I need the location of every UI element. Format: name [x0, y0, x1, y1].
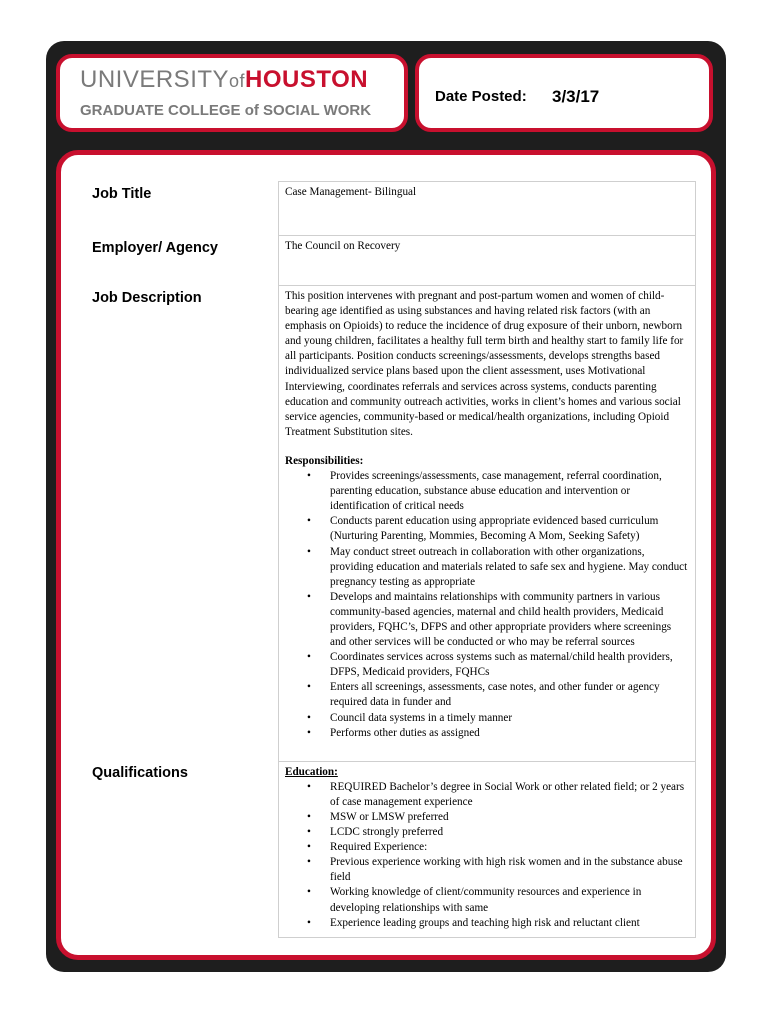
job-details-table	[86, 181, 696, 938]
list-item: • Enters all screenings, assessments, case notes, and other funder or agency required data in funder and	[330, 680, 689, 710]
list-item: • LCDC strongly preferred	[330, 825, 689, 840]
list-item: • Provides screenings/assessments, case management, referral coordination, parenting education, substance abuse education and intervention or identification of critical needs	[330, 469, 689, 514]
list-item: • Council data systems in a timely manner	[330, 711, 689, 726]
logo-college-text: GRADUATE COLLEGE of SOCIAL WORK	[80, 102, 372, 119]
list-item: • REQUIRED Bachelor’s degree in Social Work or other related field; or 2 years of case management experience	[330, 780, 689, 810]
qualifications-cell	[279, 761, 696, 937]
list-item: • May conduct street outreach in collaboration with other organizations, providing education and materials related to safe sex and hygiene. May conduct pregnancy testing as appropriate	[330, 545, 689, 590]
job-title-label: Job Title	[92, 185, 152, 202]
education-heading: Education:	[285, 765, 338, 778]
university-logo	[56, 54, 408, 132]
list-item: • Experience leading groups and teaching high risk and reluctant client	[330, 916, 689, 931]
employer-label: Employer/ Agency	[92, 239, 218, 256]
job-title-value: Case Management- Bilingual	[279, 182, 696, 236]
logo-university-text: UNIVERSITYofHOUSTON	[80, 66, 369, 93]
list-item: • Develops and maintains relationships with community partners in various community-based agencies, maternal and child health providers, Medicaid providers, FQHC’s, DFPS and other appropriate providers where screenings and other services will be conducted or who may be referral sources	[330, 590, 689, 650]
responsibilities-heading: Responsibilities:	[285, 454, 364, 467]
list-item: • Performs other duties as assigned	[330, 726, 689, 741]
job-posting-panel	[56, 150, 716, 960]
job-description-text: This position intervenes with pregnant and post-partum women and women of child-bearing age identified as using substances and having related risk factors (with an emphasis on Opioids) to reduce the incidence of drug exposure of their unborn, newborn and young children, facilitates a healthy full term birth and healthy start to family life for all participants. Position conducts screenings/assessments, develops strengths based individualized service plans based upon the client assessment, uses Motivational Interviewing, coordinates referrals and services across systems, conducts parenting education and community outreach activities, works in client’s homes and various social service agencies, community-based or medical/health organizations, including Opioid Treatment Substitution sites.	[285, 290, 684, 438]
job-description-label: Job Description	[92, 289, 202, 306]
qualifications-label: Qualifications	[92, 765, 188, 782]
list-item: • Conducts parent education using appropriate evidenced based curriculum (Nurturing Parenting, Mommies, Becoming A Mom, Seeking Safety)	[330, 514, 689, 544]
list-item: • MSW or LMSW preferred	[330, 810, 689, 825]
job-title-row	[86, 182, 696, 236]
list-item: • Working knowledge of client/community resources and experience in developing relationships with same	[330, 885, 689, 915]
date-posted-value: 3/3/17	[552, 87, 600, 106]
list-item: • Required Experience:	[330, 840, 689, 855]
job-description-cell	[279, 286, 696, 762]
date-posted-box	[415, 54, 713, 132]
employer-value: The Council on Recovery	[279, 236, 696, 286]
education-list	[285, 780, 689, 931]
responsibilities-list	[285, 469, 689, 741]
list-item: • Previous experience working with high risk women and in the substance abuse field	[330, 855, 689, 885]
list-item: • Coordinates services across systems such as maternal/child health providers, DFPS, Medicaid providers, FQHCs	[330, 650, 689, 680]
employer-row	[86, 236, 696, 286]
date-posted-label: Date Posted:	[435, 88, 527, 105]
qualifications-row	[86, 761, 696, 937]
job-description-row	[86, 286, 696, 762]
